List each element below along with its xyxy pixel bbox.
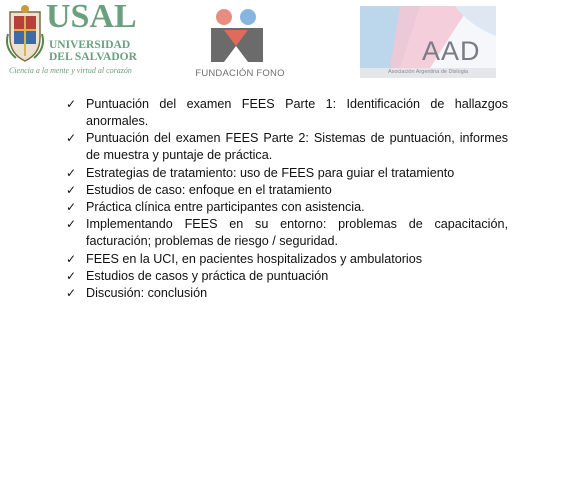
- aad-subtitle: Asociación Argentina de Dislogia: [387, 69, 469, 75]
- list-item: [60, 285, 508, 302]
- list-item-text: Discusión: conclusión: [86, 286, 208, 301]
- fundacion-fono-mark-icon: [207, 8, 267, 64]
- usal-wordmark: USAL: [46, 0, 137, 35]
- check-mark-icon: ✓: [66, 200, 77, 215]
- list-item-text: Estudios de caso: enfoque en el tratamiento: [86, 182, 332, 197]
- aad-letters: AAD: [422, 36, 481, 66]
- agenda-content: [60, 96, 508, 303]
- check-mark-icon: ✓: [66, 217, 77, 232]
- list-item-text: Estudios de casos y práctica de puntuación: [86, 269, 329, 284]
- aad-logo: [360, 6, 496, 78]
- list-item-text: Implementando FEES en su entorno: problemas de capacitación, facturación; problemas de riesgo / seguridad.: [86, 217, 508, 249]
- agenda-list: [60, 96, 508, 302]
- list-item: [60, 165, 508, 182]
- list-item: [60, 216, 508, 250]
- list-item-text: Estrategias de tratamiento: uso de FEES para guiar el tratamiento: [86, 165, 455, 180]
- list-item: [60, 199, 508, 216]
- check-mark-icon: ✓: [66, 286, 77, 301]
- usal-line-2: DEL SALVADOR: [49, 51, 137, 63]
- fundacion-fono-logo: [195, 8, 285, 82]
- fundacion-fono-name: FUNDACIÓN FONO: [195, 68, 285, 79]
- usal-logo: [6, 2, 138, 80]
- check-mark-icon: ✓: [66, 97, 77, 111]
- list-item: [60, 182, 508, 199]
- list-item: [60, 251, 508, 268]
- check-mark-icon: ✓: [66, 251, 77, 266]
- list-item: [60, 268, 508, 285]
- usal-line-1: UNIVERSIDAD: [49, 39, 131, 51]
- list-item: [60, 96, 508, 130]
- list-item-text: Puntuación del examen FEES Parte 2: Sistemas de puntuación, informes de muestra y puntaje de práctica.: [86, 131, 508, 163]
- list-item-text: FEES en la UCI, en pacientes hospitalizados y ambulatorios: [86, 251, 423, 266]
- usal-crest-icon: [6, 4, 44, 64]
- check-mark-icon: ✓: [66, 269, 77, 284]
- check-mark-icon: ✓: [66, 165, 77, 180]
- list-item: [60, 130, 508, 164]
- usal-motto: Ciencia a la mente y virtud al corazón: [9, 66, 132, 75]
- list-item-text: Puntuación del examen FEES Parte 1: Identificación de hallazgos anormales.: [86, 97, 508, 128]
- check-mark-icon: ✓: [66, 131, 77, 146]
- check-mark-icon: ✓: [66, 182, 77, 197]
- list-item-text: Práctica clínica entre participantes con asistencia.: [86, 200, 365, 215]
